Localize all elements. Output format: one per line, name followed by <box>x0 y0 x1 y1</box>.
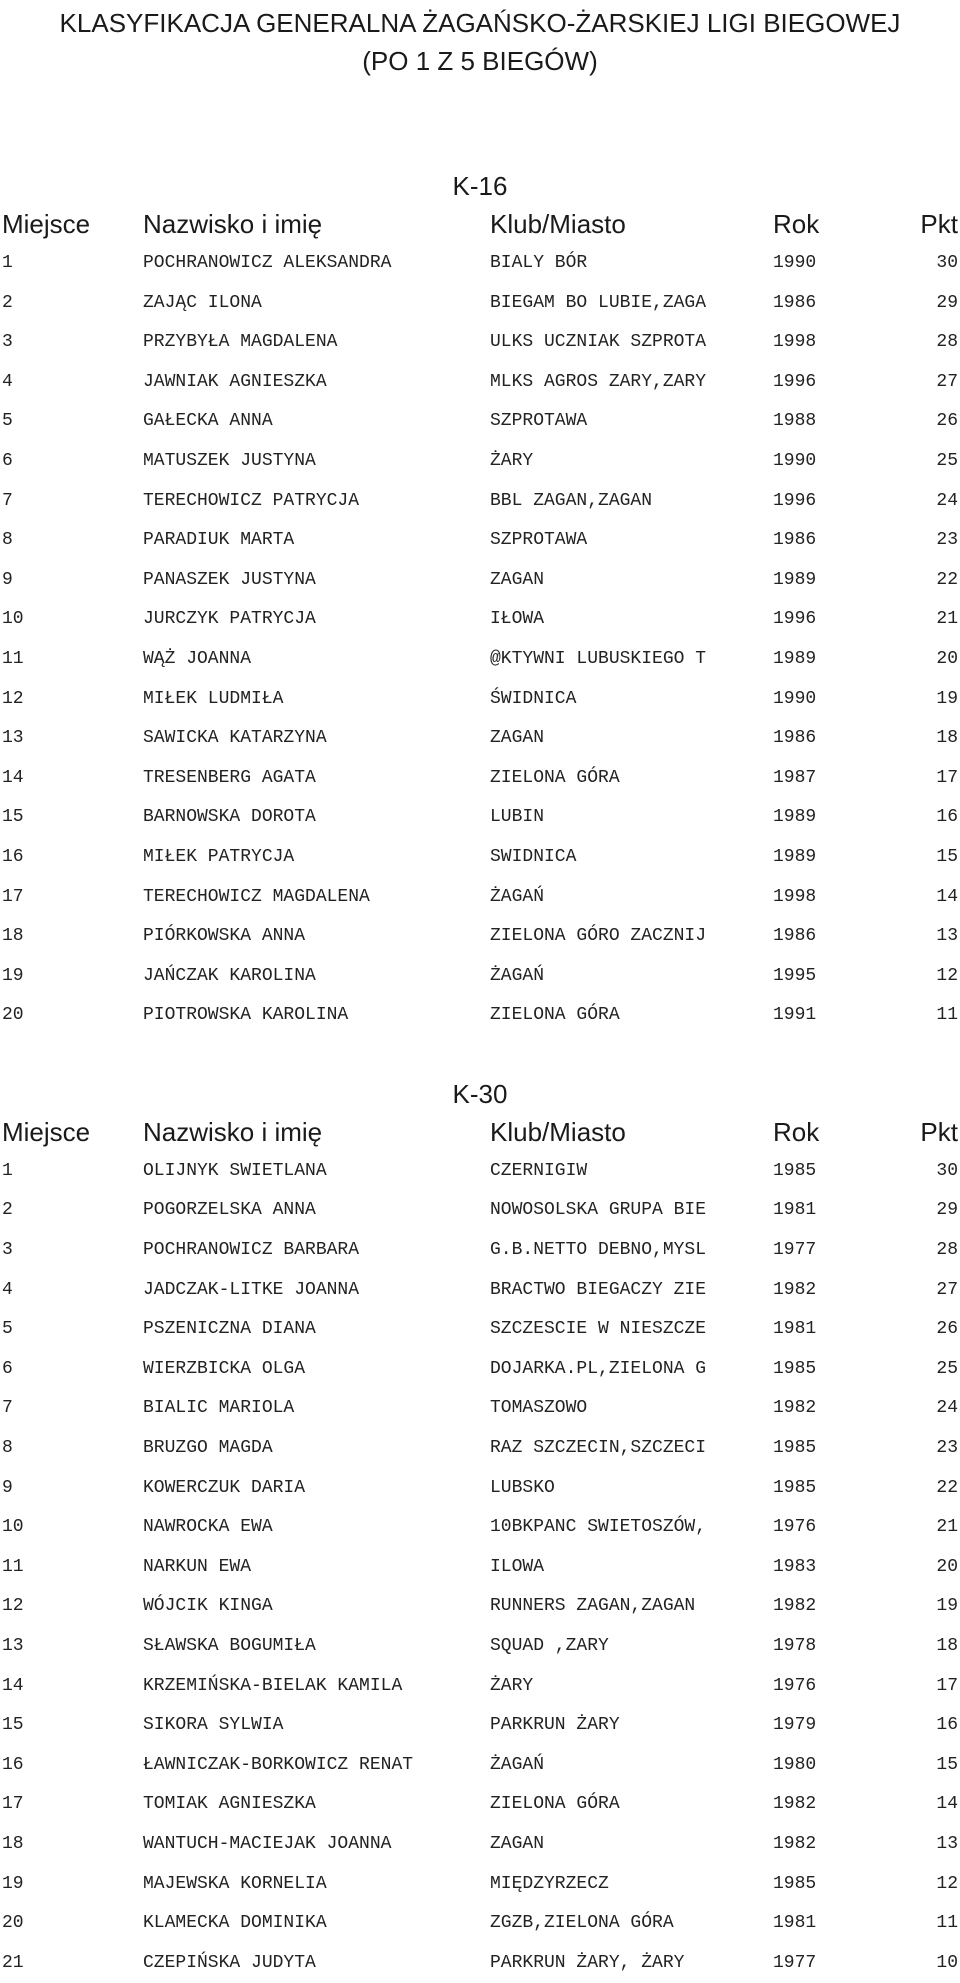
cell-year: 1998 <box>773 332 817 353</box>
table-row <box>0 1825 960 1865</box>
cell-name: MIŁEK PATRYCJA <box>143 846 295 867</box>
cell-place: 5 <box>2 411 13 432</box>
cell-club: G.B.NETTO DEBNO,MYSL <box>490 1240 707 1261</box>
cell-club: ŚWIDNICA <box>490 688 577 709</box>
cell-points: 24 <box>936 1398 958 1419</box>
cell-points: 21 <box>936 1517 958 1538</box>
table-row <box>0 1271 960 1311</box>
table-row <box>0 1231 960 1271</box>
cell-place: 7 <box>2 1398 13 1419</box>
cell-points: 18 <box>936 1636 958 1656</box>
cell-points: 10 <box>936 1952 958 1973</box>
cell-year: 1996 <box>773 609 817 630</box>
cell-name: BIALIC MARIOLA <box>143 1398 295 1419</box>
cell-name: BARNOWSKA DOROTA <box>143 807 316 828</box>
cell-place: 19 <box>2 1873 24 1894</box>
sections-container <box>0 168 960 1983</box>
table-row <box>0 1706 960 1746</box>
column-header-name: Nazwisko i imię <box>143 1116 323 1147</box>
cell-place: 11 <box>2 648 24 669</box>
column-header-year: Rok <box>773 1116 820 1147</box>
cell-points: 16 <box>936 1715 958 1736</box>
table-row <box>0 1587 960 1627</box>
cell-name: KLAMECKA DOMINIKA <box>143 1913 327 1934</box>
cell-year: 1981 <box>773 1200 817 1221</box>
cell-name: SŁAWSKA BOGUMIŁA <box>143 1636 316 1656</box>
cell-name: POGORZELSKA ANNA <box>143 1200 316 1221</box>
cell-name: JAWNIAK AGNIESZKA <box>143 371 327 392</box>
cell-club: CZERNIGIW <box>490 1160 588 1181</box>
cell-name: JAŃCZAK KAROLINA <box>143 965 316 986</box>
cell-year: 1990 <box>773 688 817 709</box>
cell-name: TRESENBERG AGATA <box>143 767 316 788</box>
table-row <box>0 917 960 957</box>
cell-place: 10 <box>2 1517 24 1538</box>
cell-points: 21 <box>936 609 958 630</box>
cell-place: 14 <box>2 1675 24 1696</box>
cell-name: PARADIUK MARTA <box>143 530 295 551</box>
cell-name: PSZENICZNA DIANA <box>143 1319 316 1340</box>
cell-place: 13 <box>2 728 24 749</box>
table-row <box>0 1865 960 1905</box>
cell-name: CZEPIŃSKA JUDYTA <box>143 1952 316 1973</box>
cell-name: PRZYBYŁA MAGDALENA <box>143 332 338 353</box>
cell-year: 1977 <box>773 1952 817 1973</box>
cell-place: 7 <box>2 490 13 511</box>
column-header-place: Miejsce <box>2 1116 91 1147</box>
cell-place: 3 <box>2 332 13 353</box>
title-line-1: KLASYFIKACJA GENERALNA ŻAGAŃSKO-ŻARSKIEJ LIGI BIEGOWEJ <box>59 8 901 38</box>
cell-place: 13 <box>2 1636 24 1656</box>
cell-name: JADCZAK-LITKE JOANNA <box>143 1279 360 1300</box>
cell-year: 1989 <box>773 807 817 828</box>
cell-year: 1996 <box>773 490 817 511</box>
cell-year: 1996 <box>773 371 817 392</box>
cell-year: 1998 <box>773 886 817 907</box>
cell-place: 3 <box>2 1240 13 1261</box>
table-row <box>0 521 960 561</box>
cell-place: 4 <box>2 371 13 392</box>
cell-points: 24 <box>936 490 958 511</box>
table-header <box>0 204 960 244</box>
cell-points: 17 <box>936 1675 958 1696</box>
column-header-points: Pkt <box>920 1116 958 1147</box>
cell-points: 28 <box>936 332 958 353</box>
cell-points: 20 <box>936 1556 958 1577</box>
cell-year: 1982 <box>773 1279 817 1300</box>
cell-club: BBL ZAGAN,ZAGAN <box>490 490 653 511</box>
cell-points: 25 <box>936 450 958 471</box>
cell-place: 16 <box>2 846 24 867</box>
cell-name: MATUSZEK JUSTYNA <box>143 450 316 471</box>
cell-points: 29 <box>936 1200 958 1221</box>
cell-place: 12 <box>2 1596 24 1617</box>
column-header-club: Klub/Miasto <box>490 209 626 239</box>
cell-name: JURCZYK PATRYCJA <box>143 609 316 630</box>
cell-year: 1976 <box>773 1675 817 1696</box>
cell-name: OLIJNYK SWIETLANA <box>143 1160 327 1181</box>
cell-year: 1981 <box>773 1319 817 1340</box>
section-title: K-30 <box>452 1078 508 1109</box>
cell-points: 30 <box>936 1160 958 1181</box>
cell-place: 6 <box>2 450 13 471</box>
cell-place: 17 <box>2 886 24 907</box>
cell-year: 1985 <box>773 1160 817 1181</box>
table-row <box>0 1548 960 1588</box>
cell-year: 1982 <box>773 1833 817 1854</box>
cell-place: 18 <box>2 1833 24 1854</box>
cell-place: 19 <box>2 965 24 986</box>
cell-club: SQUAD ,ZARY <box>490 1636 609 1656</box>
cell-name: WÓJCIK KINGA <box>143 1596 273 1617</box>
cell-place: 5 <box>2 1319 13 1340</box>
table-row <box>0 402 960 442</box>
table-row <box>0 1191 960 1231</box>
cell-club: ZIELONA GÓRA <box>490 1005 620 1026</box>
cell-year: 1977 <box>773 1240 817 1261</box>
table-row <box>0 244 960 284</box>
column-header-year: Rok <box>773 209 820 239</box>
cell-place: 21 <box>2 1952 24 1973</box>
column-header-points: Pkt <box>920 209 958 239</box>
cell-club: SZPROTAWA <box>490 530 588 551</box>
cell-points: 20 <box>936 648 958 669</box>
cell-place: 12 <box>2 688 24 709</box>
table-row <box>0 1627 960 1667</box>
cell-name: MIŁEK LUDMIŁA <box>143 688 284 709</box>
cell-club: IŁOWA <box>490 609 545 630</box>
column-header-club: Klub/Miasto <box>490 1116 626 1147</box>
cell-place: 2 <box>2 292 13 313</box>
cell-year: 1986 <box>773 926 817 947</box>
cell-year: 1995 <box>773 965 817 986</box>
cell-place: 9 <box>2 1477 13 1498</box>
cell-club: ILOWA <box>490 1556 545 1577</box>
cell-year: 1991 <box>773 1005 817 1026</box>
table-row <box>0 323 960 363</box>
cell-year: 1985 <box>773 1477 817 1498</box>
cell-club: 10BKPANC SWIETOSZÓW, <box>490 1517 707 1538</box>
cell-year: 1982 <box>773 1596 817 1617</box>
cell-year: 1976 <box>773 1517 817 1538</box>
cell-year: 1990 <box>773 450 817 471</box>
cell-name: MAJEWSKA KORNELIA <box>143 1873 327 1894</box>
cell-club: MIĘDZYRZECZ <box>490 1873 609 1894</box>
cell-place: 14 <box>2 767 24 788</box>
cell-points: 12 <box>936 1873 958 1894</box>
cell-name: NARKUN EWA <box>143 1556 252 1577</box>
cell-club: PARKRUN ŻARY, ŻARY <box>490 1952 685 1973</box>
table-row <box>0 1469 960 1509</box>
title-line-2: (PO 1 Z 5 BIEGÓW) <box>362 46 598 76</box>
table-row <box>0 719 960 759</box>
cell-points: 19 <box>936 688 958 709</box>
cell-points: 13 <box>936 926 958 947</box>
cell-points: 23 <box>936 1438 958 1459</box>
cell-year: 1985 <box>773 1438 817 1459</box>
cell-points: 17 <box>936 767 958 788</box>
cell-year: 1983 <box>773 1556 817 1577</box>
cell-points: 28 <box>936 1240 958 1261</box>
cell-year: 1986 <box>773 728 817 749</box>
cell-place: 4 <box>2 1279 13 1300</box>
cell-club: ŻAGAŃ <box>490 886 545 907</box>
cell-points: 22 <box>936 1477 958 1498</box>
cell-name: TERECHOWICZ MAGDALENA <box>143 886 370 907</box>
cell-place: 8 <box>2 530 13 551</box>
cell-club: LUBSKO <box>490 1477 555 1498</box>
cell-points: 11 <box>936 1913 958 1934</box>
column-header-place: Miejsce <box>2 209 91 239</box>
cell-place: 16 <box>2 1754 24 1775</box>
table-row <box>0 284 960 324</box>
cell-year: 1989 <box>773 846 817 867</box>
cell-points: 19 <box>936 1596 958 1617</box>
table-row <box>0 1785 960 1825</box>
cell-year: 1989 <box>773 648 817 669</box>
cell-year: 1979 <box>773 1715 817 1736</box>
table-row <box>0 363 960 403</box>
cell-place: 15 <box>2 1715 24 1736</box>
cell-club: NOWOSOLSKA GRUPA BIE <box>490 1200 707 1221</box>
table-row <box>0 600 960 640</box>
table-row <box>0 798 960 838</box>
cell-name: GAŁECKA ANNA <box>143 411 273 432</box>
table-row <box>0 759 960 799</box>
cell-club: ZAGAN <box>490 1833 545 1854</box>
cell-club: DOJARKA.PL,ZIELONA G <box>490 1358 707 1379</box>
table-row <box>0 1904 960 1944</box>
cell-points: 27 <box>936 371 958 392</box>
cell-points: 11 <box>936 1005 958 1026</box>
cell-points: 22 <box>936 569 958 590</box>
section-k-30 <box>0 1076 960 1983</box>
cell-year: 1990 <box>773 253 817 273</box>
cell-club: ZIELONA GÓRA <box>490 767 620 788</box>
cell-place: 11 <box>2 1556 24 1577</box>
cell-points: 13 <box>936 1833 958 1854</box>
cell-place: 10 <box>2 609 24 630</box>
table-row <box>0 1944 960 1983</box>
cell-club: LUBIN <box>490 807 545 828</box>
cell-name: KOWERCZUK DARIA <box>143 1477 306 1498</box>
cell-club: @KTYWNI LUBUSKIEGO T <box>490 648 707 669</box>
cell-name: ŁAWNICZAK-BORKOWICZ RENAT <box>143 1754 414 1775</box>
cell-points: 15 <box>936 1754 958 1775</box>
table-row <box>0 1508 960 1548</box>
cell-year: 1982 <box>773 1398 817 1419</box>
cell-year: 1985 <box>773 1358 817 1379</box>
cell-year: 1980 <box>773 1754 817 1775</box>
table-row <box>0 1746 960 1786</box>
cell-club: RUNNERS ZAGAN,ZAGAN <box>490 1596 696 1617</box>
cell-name: TOMIAK AGNIESZKA <box>143 1794 316 1815</box>
cell-name: NAWROCKA EWA <box>143 1517 273 1538</box>
table-row <box>0 640 960 680</box>
table-row <box>0 878 960 918</box>
table-row <box>0 561 960 601</box>
cell-name: POCHRANOWICZ BARBARA <box>143 1240 360 1261</box>
cell-club: BIALY BÓR <box>490 253 588 273</box>
column-header-name: Nazwisko i imię <box>143 209 323 239</box>
cell-club: BRACTWO BIEGACZY ZIE <box>490 1279 707 1300</box>
cell-points: 30 <box>936 253 958 273</box>
cell-club: BIEGAM BO LUBIE,ZAGA <box>490 292 707 313</box>
cell-year: 1988 <box>773 411 817 432</box>
table-row <box>0 996 960 1036</box>
cell-place: 20 <box>2 1005 24 1026</box>
cell-club: SZPROTAWA <box>490 411 588 432</box>
cell-points: 16 <box>936 807 958 828</box>
cell-points: 18 <box>936 728 958 749</box>
cell-club: SZCZESCIE W NIESZCZE <box>490 1319 707 1340</box>
cell-points: 26 <box>936 411 958 432</box>
cell-points: 23 <box>936 530 958 551</box>
table-row <box>0 1429 960 1469</box>
cell-club: ŻARY <box>490 450 534 471</box>
cell-club: ŻARY <box>490 1675 534 1696</box>
cell-club: ŻAGAŃ <box>490 1754 545 1775</box>
cell-club: RAZ SZCZECIN,SZCZECI <box>490 1438 707 1459</box>
cell-place: 1 <box>2 1160 13 1181</box>
cell-name: PIÓRKOWSKA ANNA <box>143 926 306 947</box>
cell-name: POCHRANOWICZ ALEKSANDRA <box>143 253 392 273</box>
cell-place: 9 <box>2 569 13 590</box>
cell-club: SWIDNICA <box>490 846 577 867</box>
cell-name: PANASZEK JUSTYNA <box>143 569 316 590</box>
table-row <box>0 957 960 997</box>
table-row <box>0 1389 960 1429</box>
cell-place: 18 <box>2 926 24 947</box>
cell-place: 1 <box>2 253 13 273</box>
cell-club: ZAGAN <box>490 569 545 590</box>
cell-points: 14 <box>936 886 958 907</box>
cell-name: KRZEMIŃSKA-BIELAK KAMILA <box>143 1675 403 1696</box>
cell-points: 14 <box>936 1794 958 1815</box>
cell-place: 20 <box>2 1913 24 1934</box>
cell-club: ŻAGAŃ <box>490 965 545 986</box>
cell-club: ZIELONA GÓRO ZACZNIJ <box>490 926 707 947</box>
cell-club: ULKS UCZNIAK SZPROTA <box>490 332 707 353</box>
cell-place: 8 <box>2 1438 13 1459</box>
cell-name: SAWICKA KATARZYNA <box>143 728 327 749</box>
cell-club: MLKS AGROS ZARY,ZARY <box>490 371 707 392</box>
cell-year: 1985 <box>773 1873 817 1894</box>
cell-name: BRUZGO MAGDA <box>143 1438 273 1459</box>
cell-place: 17 <box>2 1794 24 1815</box>
cell-club: ZIELONA GÓRA <box>490 1794 620 1815</box>
cell-club: ZGZB,ZIELONA GÓRA <box>490 1913 674 1934</box>
table-row <box>0 482 960 522</box>
table-row <box>0 442 960 482</box>
cell-points: 12 <box>936 965 958 986</box>
cell-club: TOMASZOWO <box>490 1398 588 1419</box>
cell-place: 6 <box>2 1358 13 1379</box>
table-row <box>0 1350 960 1390</box>
cell-name: WANTUCH-MACIEJAK JOANNA <box>143 1833 392 1854</box>
cell-year: 1987 <box>773 767 817 788</box>
cell-year: 1982 <box>773 1794 817 1815</box>
cell-name: WĄŻ JOANNA <box>143 648 252 669</box>
cell-year: 1981 <box>773 1913 817 1934</box>
cell-year: 1986 <box>773 530 817 551</box>
cell-points: 26 <box>936 1319 958 1340</box>
table-row <box>0 1667 960 1707</box>
cell-name: SIKORA SYLWIA <box>143 1715 284 1736</box>
cell-club: PARKRUN ŻARY <box>490 1715 620 1736</box>
cell-club: ZAGAN <box>490 728 545 749</box>
cell-place: 2 <box>2 1200 13 1221</box>
table-row <box>0 1310 960 1350</box>
section-k-16 <box>0 168 960 1036</box>
cell-points: 15 <box>936 846 958 867</box>
cell-place: 15 <box>2 807 24 828</box>
table-header <box>0 1112 960 1152</box>
section-title: K-16 <box>452 171 508 201</box>
cell-year: 1986 <box>773 292 817 313</box>
document-title <box>0 0 960 80</box>
cell-points: 25 <box>936 1358 958 1379</box>
cell-points: 27 <box>936 1279 958 1300</box>
cell-year: 1978 <box>773 1636 817 1656</box>
table-row <box>0 680 960 720</box>
cell-name: ZAJĄC ILONA <box>143 292 262 313</box>
cell-points: 29 <box>936 292 958 313</box>
cell-year: 1989 <box>773 569 817 590</box>
table-row <box>0 838 960 878</box>
table-row <box>0 1152 960 1192</box>
cell-name: PIOTROWSKA KAROLINA <box>143 1005 349 1026</box>
cell-name: TERECHOWICZ PATRYCJA <box>143 490 360 511</box>
cell-name: WIERZBICKA OLGA <box>143 1358 306 1379</box>
